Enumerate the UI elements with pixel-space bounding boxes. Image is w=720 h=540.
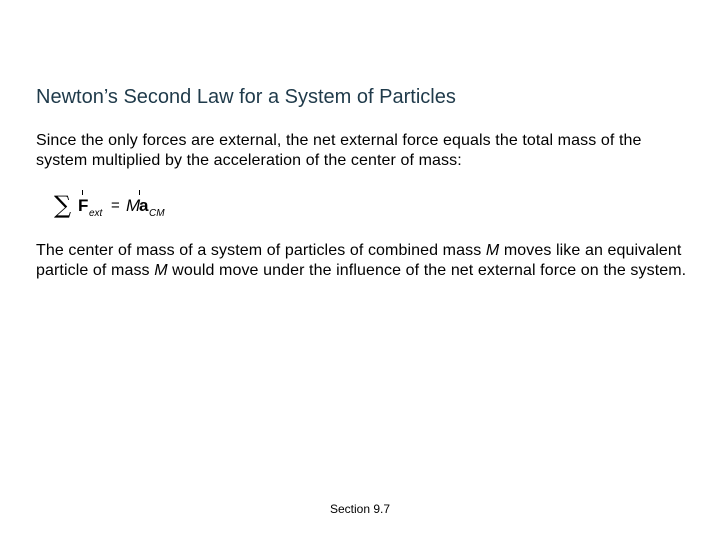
acceleration-symbol: a [139,196,149,215]
vector-arrow-icon [82,190,83,195]
equals-sign: = [111,197,120,214]
conclusion-paragraph [36,241,696,281]
vector-arrow-icon [139,190,140,195]
force-symbol: F [78,196,89,215]
intro-paragraph: Since the only forces are external, the net external force equals the total mass of the system multiplied by the acceleration of the center of mass: [36,132,642,169]
force-subscript: ext [89,208,103,219]
mass-symbol: M [126,196,141,215]
mass-variable: M [485,242,500,259]
acceleration-subscript: CM [149,208,165,219]
section-footer: Section 9.7 [329,502,391,516]
slide-title: Newton’s Second Law for a System of Particles [36,86,456,108]
conclusion-text-1: The center of mass of a system of particles of combined mass [36,242,486,259]
conclusion-text-3: would move under the influence of the net external force on the system. [167,262,687,279]
mass-variable: M [154,262,168,279]
conclusion-text-2: moves like an equivalent particle of mass [36,242,682,279]
summation-symbol: ∑ [54,191,72,219]
newton-second-law-equation [54,188,194,228]
